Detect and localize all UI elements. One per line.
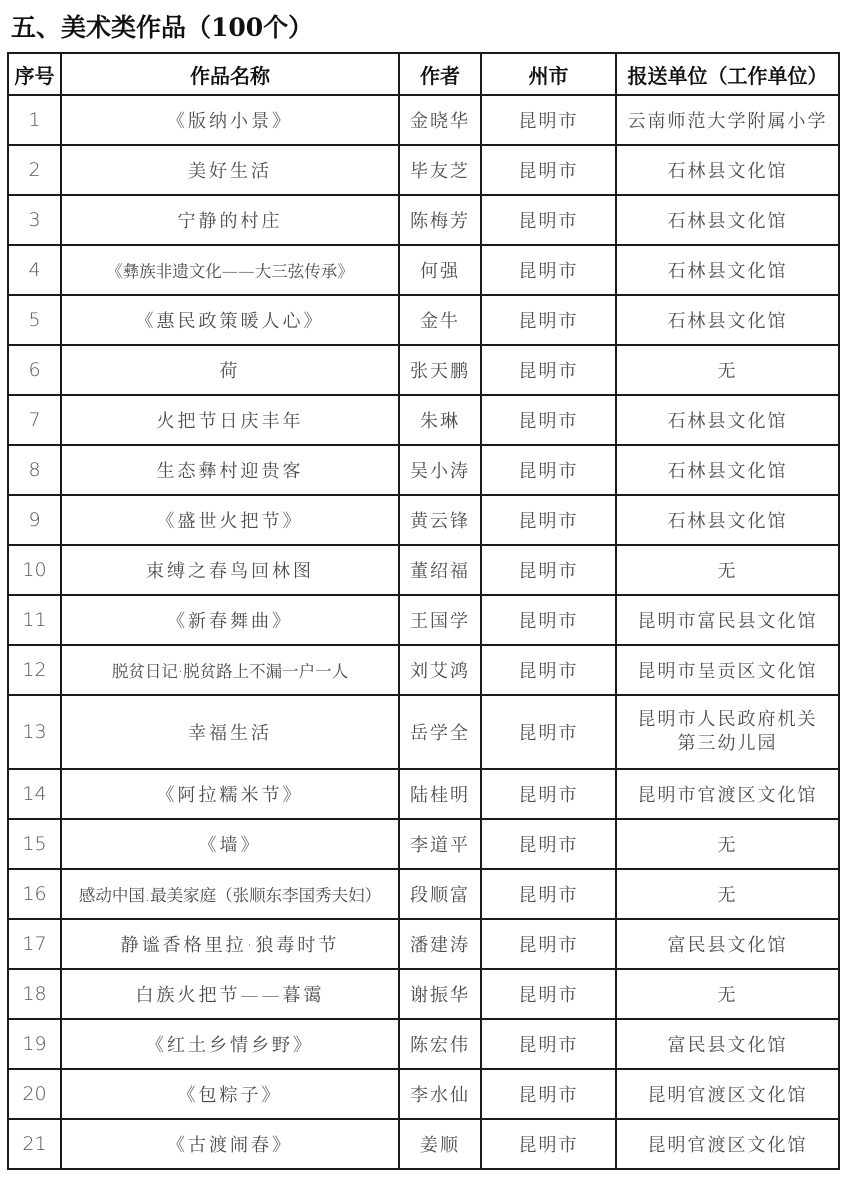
row-index: 19 xyxy=(8,1019,61,1069)
row-city: 昆明市 xyxy=(481,345,616,395)
table-row xyxy=(8,195,839,245)
row-author: 陈宏伟 xyxy=(399,1019,481,1069)
row-author: 李道平 xyxy=(399,819,481,869)
table-row xyxy=(8,345,839,395)
row-city: 昆明市 xyxy=(481,595,616,645)
header-city: 州市 xyxy=(481,53,616,95)
row-index: 3 xyxy=(8,195,61,245)
table-row xyxy=(8,969,839,1019)
row-unit: 石林县文化馆 xyxy=(616,245,839,295)
row-index: 9 xyxy=(8,495,61,545)
row-author: 金牛 xyxy=(399,295,481,345)
row-author: 陆桂明 xyxy=(399,769,481,819)
row-title: 生态彝村迎贵客 xyxy=(61,445,399,495)
table-row xyxy=(8,595,839,645)
row-author: 岳学全 xyxy=(399,695,481,769)
row-index: 5 xyxy=(8,295,61,345)
row-unit: 昆明市呈贡区文化馆 xyxy=(616,645,839,695)
row-unit: 石林县文化馆 xyxy=(616,295,839,345)
row-author: 李水仙 xyxy=(399,1069,481,1119)
row-unit: 无 xyxy=(616,545,839,595)
works-table xyxy=(7,52,840,1170)
header-index: 序号 xyxy=(8,53,61,95)
table-row xyxy=(8,495,839,545)
table-row xyxy=(8,395,839,445)
row-title: 《版纳小景》 xyxy=(61,95,399,145)
row-city: 昆明市 xyxy=(481,1019,616,1069)
row-title: 《红土乡情乡野》 xyxy=(61,1019,399,1069)
row-author: 毕友芝 xyxy=(399,145,481,195)
table-row xyxy=(8,295,839,345)
row-author: 谢振华 xyxy=(399,969,481,1019)
table-row xyxy=(8,95,839,145)
table-row xyxy=(8,1019,839,1069)
row-city: 昆明市 xyxy=(481,445,616,495)
row-index: 1 xyxy=(8,95,61,145)
row-author: 金晓华 xyxy=(399,95,481,145)
row-index: 13 xyxy=(8,695,61,769)
row-city: 昆明市 xyxy=(481,1069,616,1119)
row-index: 17 xyxy=(8,919,61,969)
row-unit: 无 xyxy=(616,969,839,1019)
table-row xyxy=(8,245,839,295)
section-title: 五、美术类作品（100个） xyxy=(11,13,314,42)
row-index: 14 xyxy=(8,769,61,819)
row-city: 昆明市 xyxy=(481,295,616,345)
row-title: 《古渡闹春》 xyxy=(61,1119,399,1169)
row-unit: 石林县文化馆 xyxy=(616,145,839,195)
row-author: 姜顺 xyxy=(399,1119,481,1169)
row-unit-line2: 第三幼儿园 xyxy=(677,733,778,754)
table-row xyxy=(8,1119,839,1169)
row-title: 感动中国.最美家庭（张顺东李国秀夫妇） xyxy=(61,869,399,919)
row-author: 何强 xyxy=(399,245,481,295)
row-author: 吴小涛 xyxy=(399,445,481,495)
row-unit: 昆明官渡区文化馆 xyxy=(616,1119,839,1169)
row-city: 昆明市 xyxy=(481,245,616,295)
row-index: 15 xyxy=(8,819,61,869)
row-index: 2 xyxy=(8,145,61,195)
row-author: 黄云锋 xyxy=(399,495,481,545)
row-title: 《新春舞曲》 xyxy=(61,595,399,645)
header-unit: 报送单位（工作单位） xyxy=(616,53,839,95)
row-index: 12 xyxy=(8,645,61,695)
row-city: 昆明市 xyxy=(481,145,616,195)
row-unit: 石林县文化馆 xyxy=(616,445,839,495)
row-title: 静谧香格里拉·狼毒时节 xyxy=(61,919,399,969)
row-author: 王国学 xyxy=(399,595,481,645)
header-title: 作品名称 xyxy=(61,53,399,95)
row-author: 段顺富 xyxy=(399,869,481,919)
row-unit-line1: 昆明市人民政府机关 xyxy=(637,709,818,730)
row-index: 20 xyxy=(8,1069,61,1119)
row-unit: 石林县文化馆 xyxy=(616,395,839,445)
row-title: 《墙》 xyxy=(61,819,399,869)
row-unit: 昆明官渡区文化馆 xyxy=(616,1069,839,1119)
row-unit: 无 xyxy=(616,345,839,395)
row-index: 21 xyxy=(8,1119,61,1169)
row-index: 7 xyxy=(8,395,61,445)
row-index: 11 xyxy=(8,595,61,645)
header-row xyxy=(8,53,839,95)
row-index: 4 xyxy=(8,245,61,295)
row-unit: 石林县文化馆 xyxy=(616,195,839,245)
row-author: 潘建涛 xyxy=(399,919,481,969)
row-unit: 富民县文化馆 xyxy=(616,919,839,969)
row-title: 荷 xyxy=(61,345,399,395)
row-title: 《阿拉糯米节》 xyxy=(61,769,399,819)
row-title: 《惠民政策暖人心》 xyxy=(61,295,399,345)
row-title: 火把节日庆丰年 xyxy=(61,395,399,445)
table-row xyxy=(8,695,839,769)
row-city: 昆明市 xyxy=(481,545,616,595)
row-title: 《盛世火把节》 xyxy=(61,495,399,545)
row-title: 宁静的村庄 xyxy=(61,195,399,245)
table-row xyxy=(8,869,839,919)
row-city: 昆明市 xyxy=(481,495,616,545)
row-unit: 富民县文化馆 xyxy=(616,1019,839,1069)
row-author: 张天鹏 xyxy=(399,345,481,395)
row-index: 18 xyxy=(8,969,61,1019)
row-title: 白族火把节——暮霭 xyxy=(61,969,399,1019)
row-author: 陈梅芳 xyxy=(399,195,481,245)
row-title: 美好生活 xyxy=(61,145,399,195)
table-row xyxy=(8,1069,839,1119)
row-author: 董绍福 xyxy=(399,545,481,595)
row-index: 8 xyxy=(8,445,61,495)
row-title: 脱贫日记·脱贫路上不漏一户一人 xyxy=(61,645,399,695)
row-unit: 石林县文化馆 xyxy=(616,495,839,545)
row-city: 昆明市 xyxy=(481,819,616,869)
row-unit: 无 xyxy=(616,819,839,869)
row-city: 昆明市 xyxy=(481,395,616,445)
row-title: 束缚之春鸟回林图 xyxy=(61,545,399,595)
row-city: 昆明市 xyxy=(481,919,616,969)
row-city: 昆明市 xyxy=(481,869,616,919)
row-city: 昆明市 xyxy=(481,969,616,1019)
header-author: 作者 xyxy=(399,53,481,95)
row-author: 刘艾鸿 xyxy=(399,645,481,695)
row-unit xyxy=(616,695,839,769)
row-city: 昆明市 xyxy=(481,195,616,245)
row-index: 10 xyxy=(8,545,61,595)
row-unit: 昆明市官渡区文化馆 xyxy=(616,769,839,819)
row-city: 昆明市 xyxy=(481,695,616,769)
table-row xyxy=(8,145,839,195)
table-row xyxy=(8,445,839,495)
row-unit: 昆明市富民县文化馆 xyxy=(616,595,839,645)
row-index: 6 xyxy=(8,345,61,395)
row-author: 朱琳 xyxy=(399,395,481,445)
table-row xyxy=(8,769,839,819)
table-row xyxy=(8,919,839,969)
row-city: 昆明市 xyxy=(481,1119,616,1169)
row-unit: 无 xyxy=(616,869,839,919)
row-city: 昆明市 xyxy=(481,769,616,819)
row-unit: 云南师范大学附属小学 xyxy=(616,95,839,145)
row-city: 昆明市 xyxy=(481,645,616,695)
table-row xyxy=(8,819,839,869)
table-row xyxy=(8,645,839,695)
row-title: 幸福生活 xyxy=(61,695,399,769)
row-index: 16 xyxy=(8,869,61,919)
row-city: 昆明市 xyxy=(481,95,616,145)
row-title: 《包粽子》 xyxy=(61,1069,399,1119)
table-row xyxy=(8,545,839,595)
row-title: 《彝族非遗文化——大三弦传承》 xyxy=(61,245,399,295)
